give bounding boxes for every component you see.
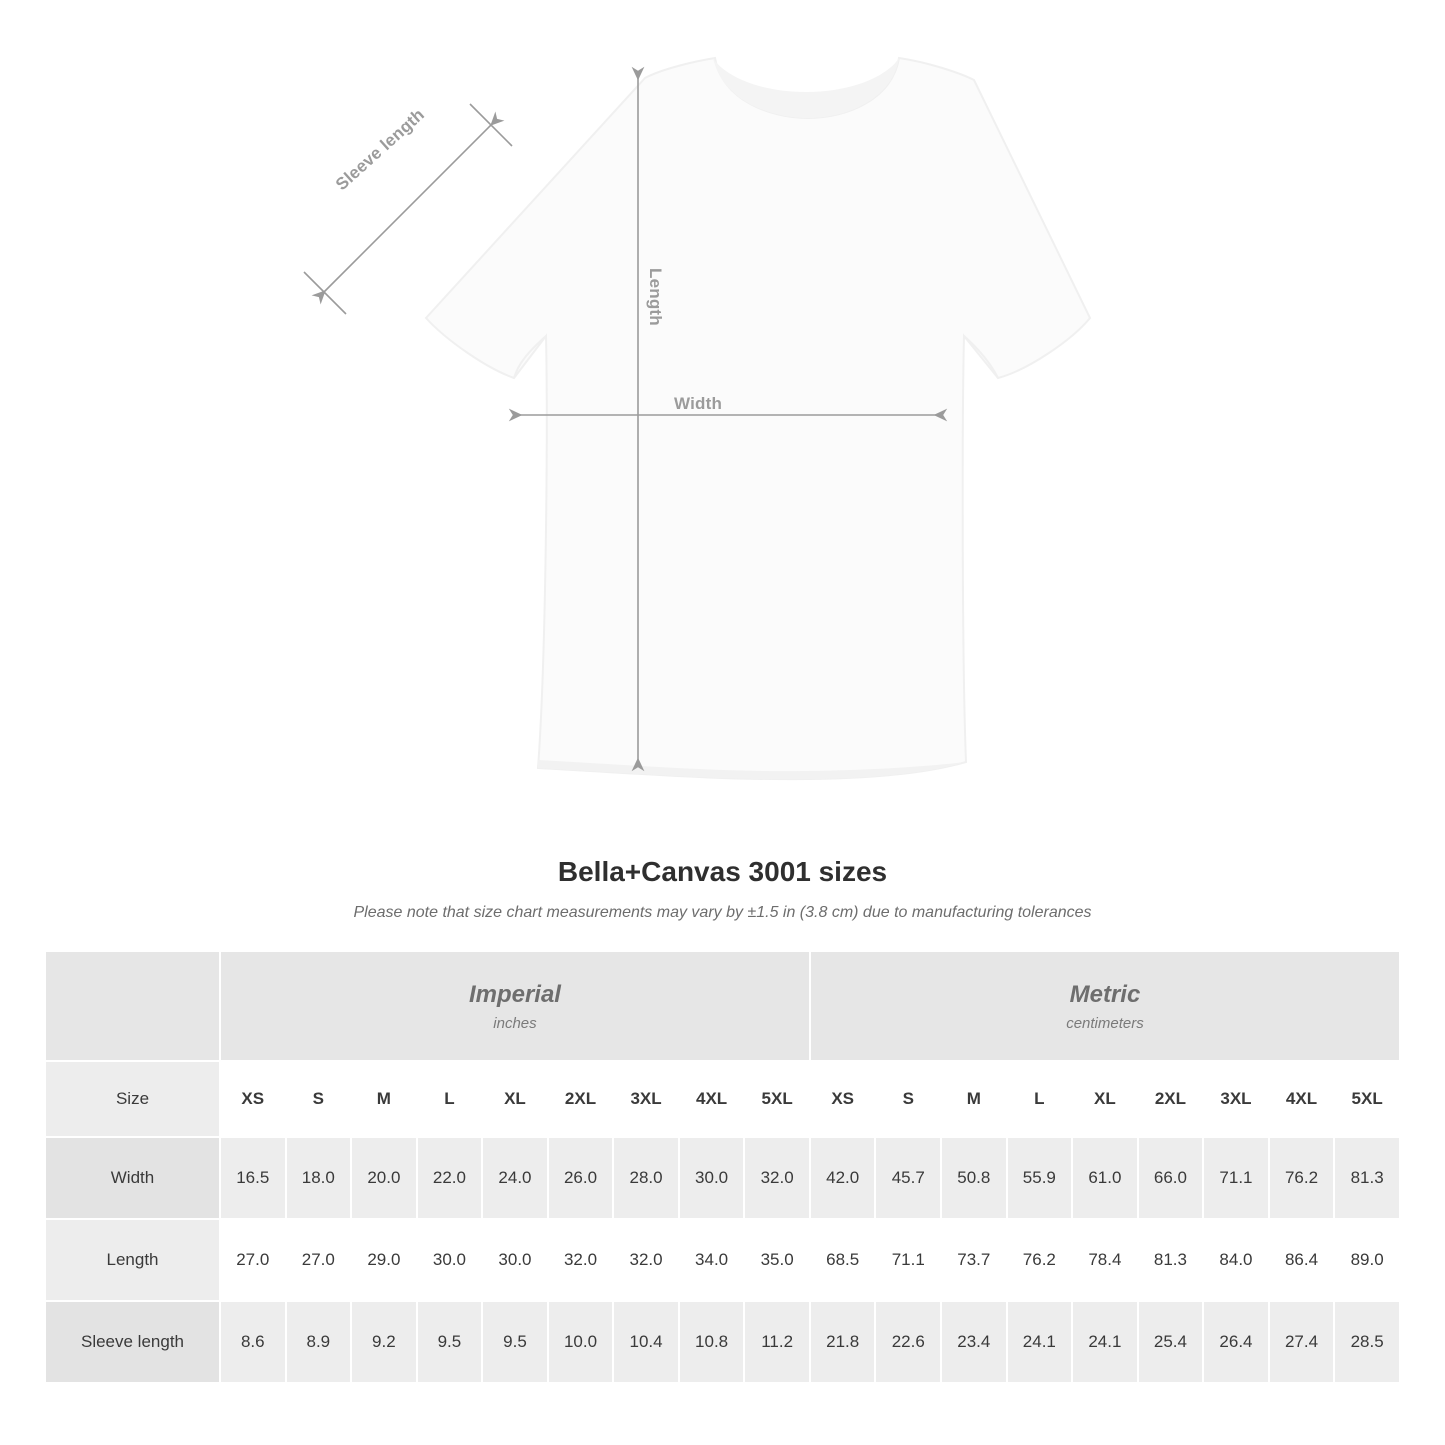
row-label-length: Length	[45, 1219, 220, 1301]
unit-sub-metric: centimeters	[1066, 1014, 1144, 1032]
cell-width-15: 71.1	[1203, 1137, 1269, 1219]
cell-length-7: 34.0	[679, 1219, 745, 1301]
cell-width-5: 26.0	[548, 1137, 614, 1219]
col-header-8: 5XL	[744, 1061, 810, 1137]
cell-length-4: 30.0	[482, 1219, 548, 1301]
col-header-5: 2XL	[548, 1061, 614, 1137]
cell-length-13: 78.4	[1072, 1219, 1138, 1301]
col-header-14: 2XL	[1138, 1061, 1204, 1137]
table-row-length	[45, 1219, 1400, 1301]
cell-sleeve-14: 25.4	[1138, 1301, 1204, 1383]
table-row-width	[45, 1137, 1400, 1219]
cell-width-11: 50.8	[941, 1137, 1007, 1219]
col-header-7: 4XL	[679, 1061, 745, 1137]
col-header-2: M	[351, 1061, 417, 1137]
col-header-9: XS	[810, 1061, 876, 1137]
col-header-16: 4XL	[1269, 1061, 1335, 1137]
chart-title: Bella+Canvas 3001 sizes	[557, 856, 888, 887]
cell-sleeve-9: 21.8	[810, 1301, 876, 1383]
row-label-sleeve-length: Sleeve length	[45, 1301, 220, 1383]
cell-length-12: 76.2	[1007, 1219, 1073, 1301]
cell-length-2: 29.0	[351, 1219, 417, 1301]
cell-length-1: 27.0	[286, 1219, 352, 1301]
tshirt-shape	[426, 58, 1090, 779]
cell-length-5: 32.0	[548, 1219, 614, 1301]
cell-length-6: 32.0	[613, 1219, 679, 1301]
cell-width-14: 66.0	[1138, 1137, 1204, 1219]
col-header-11: M	[941, 1061, 1007, 1137]
col-header-10: S	[875, 1061, 941, 1137]
row-label-width: Width	[45, 1137, 220, 1219]
col-header-0: XS	[220, 1061, 286, 1137]
cell-sleeve-8: 11.2	[744, 1301, 810, 1383]
sleeve-length-arrow	[324, 124, 492, 292]
cell-width-12: 55.9	[1007, 1137, 1073, 1219]
unit-header-row	[45, 951, 1400, 1061]
unit-header-spacer	[45, 951, 220, 1061]
row-header-size: Size	[45, 1061, 220, 1137]
cell-sleeve-0: 8.6	[220, 1301, 286, 1383]
cell-sleeve-12: 24.1	[1007, 1301, 1073, 1383]
cell-length-14: 81.3	[1138, 1219, 1204, 1301]
sleeve-length-label: Sleeve length	[332, 104, 429, 195]
cell-width-7: 30.0	[679, 1137, 745, 1219]
cell-width-10: 45.7	[875, 1137, 941, 1219]
cell-width-9: 42.0	[810, 1137, 876, 1219]
col-header-12: L	[1007, 1061, 1073, 1137]
cell-sleeve-13: 24.1	[1072, 1301, 1138, 1383]
cell-width-1: 18.0	[286, 1137, 352, 1219]
width-label: Width	[674, 394, 723, 413]
cell-width-13: 61.0	[1072, 1137, 1138, 1219]
cell-width-6: 28.0	[613, 1137, 679, 1219]
cell-length-3: 30.0	[417, 1219, 483, 1301]
col-header-4: XL	[482, 1061, 548, 1137]
table-row-sleeve-length	[45, 1301, 1400, 1383]
unit-name-imperial: Imperial	[468, 980, 561, 1008]
col-header-1: S	[286, 1061, 352, 1137]
unit-sub-imperial: inches	[493, 1014, 537, 1032]
unit-name-metric: Metric	[1069, 980, 1141, 1008]
cell-length-11: 73.7	[941, 1219, 1007, 1301]
cell-sleeve-4: 9.5	[482, 1301, 548, 1383]
cell-width-4: 24.0	[482, 1137, 548, 1219]
col-header-6: 3XL	[613, 1061, 679, 1137]
size-chart-table	[44, 950, 1401, 1384]
cell-sleeve-10: 22.6	[875, 1301, 941, 1383]
sleeve-arrow-tick-bottom	[304, 272, 346, 314]
cell-sleeve-16: 27.4	[1269, 1301, 1335, 1383]
col-header-3: L	[417, 1061, 483, 1137]
cell-length-15: 84.0	[1203, 1219, 1269, 1301]
cell-sleeve-17: 28.5	[1334, 1301, 1400, 1383]
cell-length-10: 71.1	[875, 1219, 941, 1301]
cell-sleeve-11: 23.4	[941, 1301, 1007, 1383]
cell-length-0: 27.0	[220, 1219, 286, 1301]
col-header-15: 3XL	[1203, 1061, 1269, 1137]
cell-width-17: 81.3	[1334, 1137, 1400, 1219]
length-label: Length	[646, 268, 665, 326]
col-header-13: XL	[1072, 1061, 1138, 1137]
cell-width-2: 20.0	[351, 1137, 417, 1219]
col-header-17: 5XL	[1334, 1061, 1400, 1137]
cell-width-3: 22.0	[417, 1137, 483, 1219]
cell-length-16: 86.4	[1269, 1219, 1335, 1301]
size-header-row	[45, 1061, 1400, 1137]
cell-length-9: 68.5	[810, 1219, 876, 1301]
cell-width-0: 16.5	[220, 1137, 286, 1219]
unit-header-imperial	[220, 951, 810, 1061]
cell-width-8: 32.0	[744, 1137, 810, 1219]
cell-sleeve-15: 26.4	[1203, 1301, 1269, 1383]
cell-sleeve-5: 10.0	[548, 1301, 614, 1383]
cell-sleeve-7: 10.8	[679, 1301, 745, 1383]
cell-sleeve-6: 10.4	[613, 1301, 679, 1383]
cell-length-8: 35.0	[744, 1219, 810, 1301]
cell-sleeve-3: 9.5	[417, 1301, 483, 1383]
cell-length-17: 89.0	[1334, 1219, 1400, 1301]
cell-sleeve-1: 8.9	[286, 1301, 352, 1383]
cell-width-16: 76.2	[1269, 1137, 1335, 1219]
cell-sleeve-2: 9.2	[351, 1301, 417, 1383]
unit-header-metric	[810, 951, 1400, 1061]
chart-note: Please note that size chart measurements may vary by ±1.5 in (3.8 cm) due to manufacturing tolerances	[353, 904, 1092, 921]
